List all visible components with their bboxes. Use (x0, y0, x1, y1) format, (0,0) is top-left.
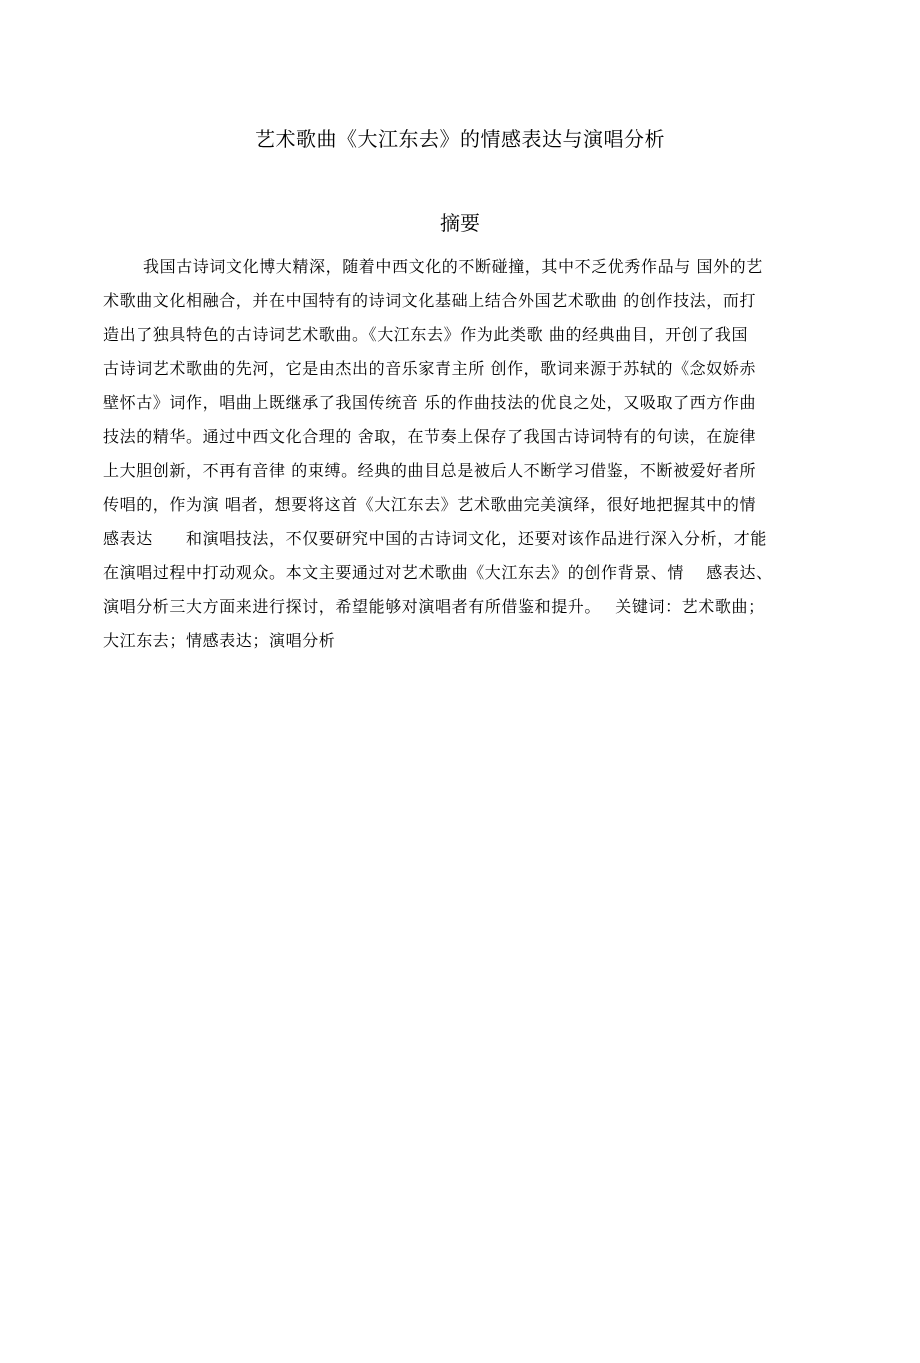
abstract-line: 感表达 和演唱技法，不仅要研究中国的古诗词文化，还要对该作品进行深入分析，才能 (103, 529, 768, 548)
abstract-line: 上大胆创新，不再有音律 的束缚。经典的曲目总是被后人不断学习借鉴，不断被爱好者所 (103, 461, 757, 480)
abstract-body (103, 250, 827, 658)
abstract-line: 古诗词艺术歌曲的先河，它是由杰出的音乐家青主所 创作，歌词来源于苏轼的《念奴娇赤 (103, 359, 757, 378)
abstract-line: 传唱的，作为演 唱者，想要将这首《大江东去》艺术歌曲完美演绎，很好地把握其中的情 (103, 495, 757, 514)
abstract-heading: 摘要 (440, 211, 480, 235)
abstract-line: 大江东去；情感表达；演唱分析 (103, 631, 336, 650)
abstract-line: 造出了独具特色的古诗词艺术歌曲。《大江东去》作为此类歌 曲的经典曲目，开创了我国 (103, 325, 749, 344)
abstract-line: 演唱分析三大方面来进行探讨，希望能够对演唱者有所借鉴和提升。 关键词：艺术歌曲； (103, 597, 765, 616)
abstract-line: 我国古诗词文化博大精深，随着中西文化的不断碰撞，其中不乏优秀作品与 国外的艺 (143, 257, 763, 276)
abstract-line: 壁怀古》词作，唱曲上既继承了我国传统音 乐的作曲技法的优良之处，又吸取了西方作曲 (103, 393, 757, 412)
abstract-line: 术歌曲文化相融合，并在中国特有的诗词文化基础上结合外国艺术歌曲 的创作技法，而打 (103, 291, 757, 310)
document-title: 艺术歌曲《大江东去》的情感表达与演唱分析 (255, 127, 665, 151)
abstract-line: 技法的精华。通过中西文化合理的 舍取，在节奏上保存了我国古诗词特有的句读，在旋律 (103, 427, 757, 446)
abstract-line: 在演唱过程中打动观众。本文主要通过对艺术歌曲《大江东去》的创作背景、情 感表达、 (103, 563, 773, 582)
